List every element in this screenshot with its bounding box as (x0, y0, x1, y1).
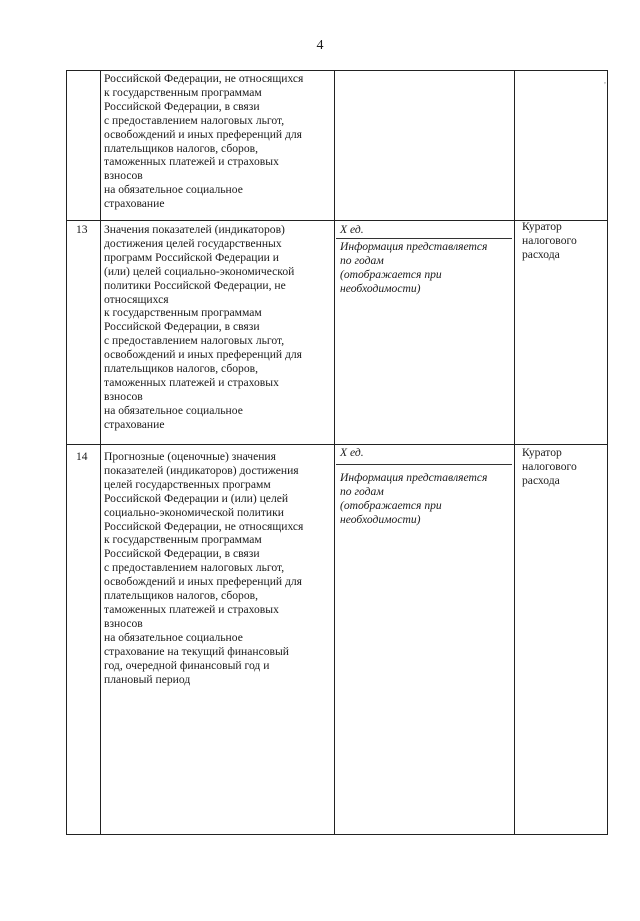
indicator-cell: Значения показателей (индикаторов) достижения целей государственных программ Российской Федерации и (или) целей социально-экономической политики Российской Федерации, не относящихся к государственным программам Российской Федерации, в связи с предоставлением налоговых льгот, освобождений и иных преференций для плательщиков налогов, сборов, таможенных платежей и страховых взносов на обязательное социальное страхование (104, 223, 303, 431)
table-column-divider (514, 70, 515, 835)
table-row-divider (66, 444, 608, 445)
page-number: 4 (316, 38, 324, 53)
table-border-left (66, 70, 67, 835)
indicators-table (66, 70, 608, 835)
indicator-cell: Российской Федерации, не относящихся к государственным программам Российской Федерации, в связи с предоставлением налоговых льгот, освобождений и иных преференций для плательщиков налогов, сборов, таможенных платежей и страховых взносов на обязательное социальное страхование (104, 72, 304, 211)
table-column-divider (334, 70, 335, 835)
unit-cell: X ед. (340, 223, 364, 236)
curator-cell: Куратор налогового расхода (522, 446, 577, 487)
curator-cell: Куратор налогового расхода (522, 220, 577, 261)
info-cell: Информация представляется по годам (отображается при необходимости) (340, 240, 488, 295)
indicator-cell: Прогнозные (оценочные) значения показателей (индикаторов) достижения целей государственных программ Российской Федерации и (или) целей социально-экономической политики Российской Федерации, не относящихся к государственным программам Российской Федерации, в связи с предоставлением налоговых льгот, освобождений и иных преференций для плательщиков налогов, сборов, таможенных платежей и страховых взносов на обязательное социальное страхование на текущий финансовый год, очередной финансовый год и плановый период (104, 450, 304, 686)
unit-underline (336, 238, 512, 239)
table-border-right (607, 70, 608, 835)
row-number: 13 (76, 223, 88, 236)
table-border-bottom (66, 834, 608, 835)
table-column-divider (100, 70, 101, 835)
unit-cell: X ед. (340, 446, 364, 459)
scan-mark: , (604, 76, 606, 85)
row-number: 14 (76, 450, 88, 463)
table-border-top (66, 70, 608, 71)
unit-underline (336, 464, 512, 465)
info-cell: Информация представляется по годам (отображается при необходимости) (340, 471, 488, 526)
